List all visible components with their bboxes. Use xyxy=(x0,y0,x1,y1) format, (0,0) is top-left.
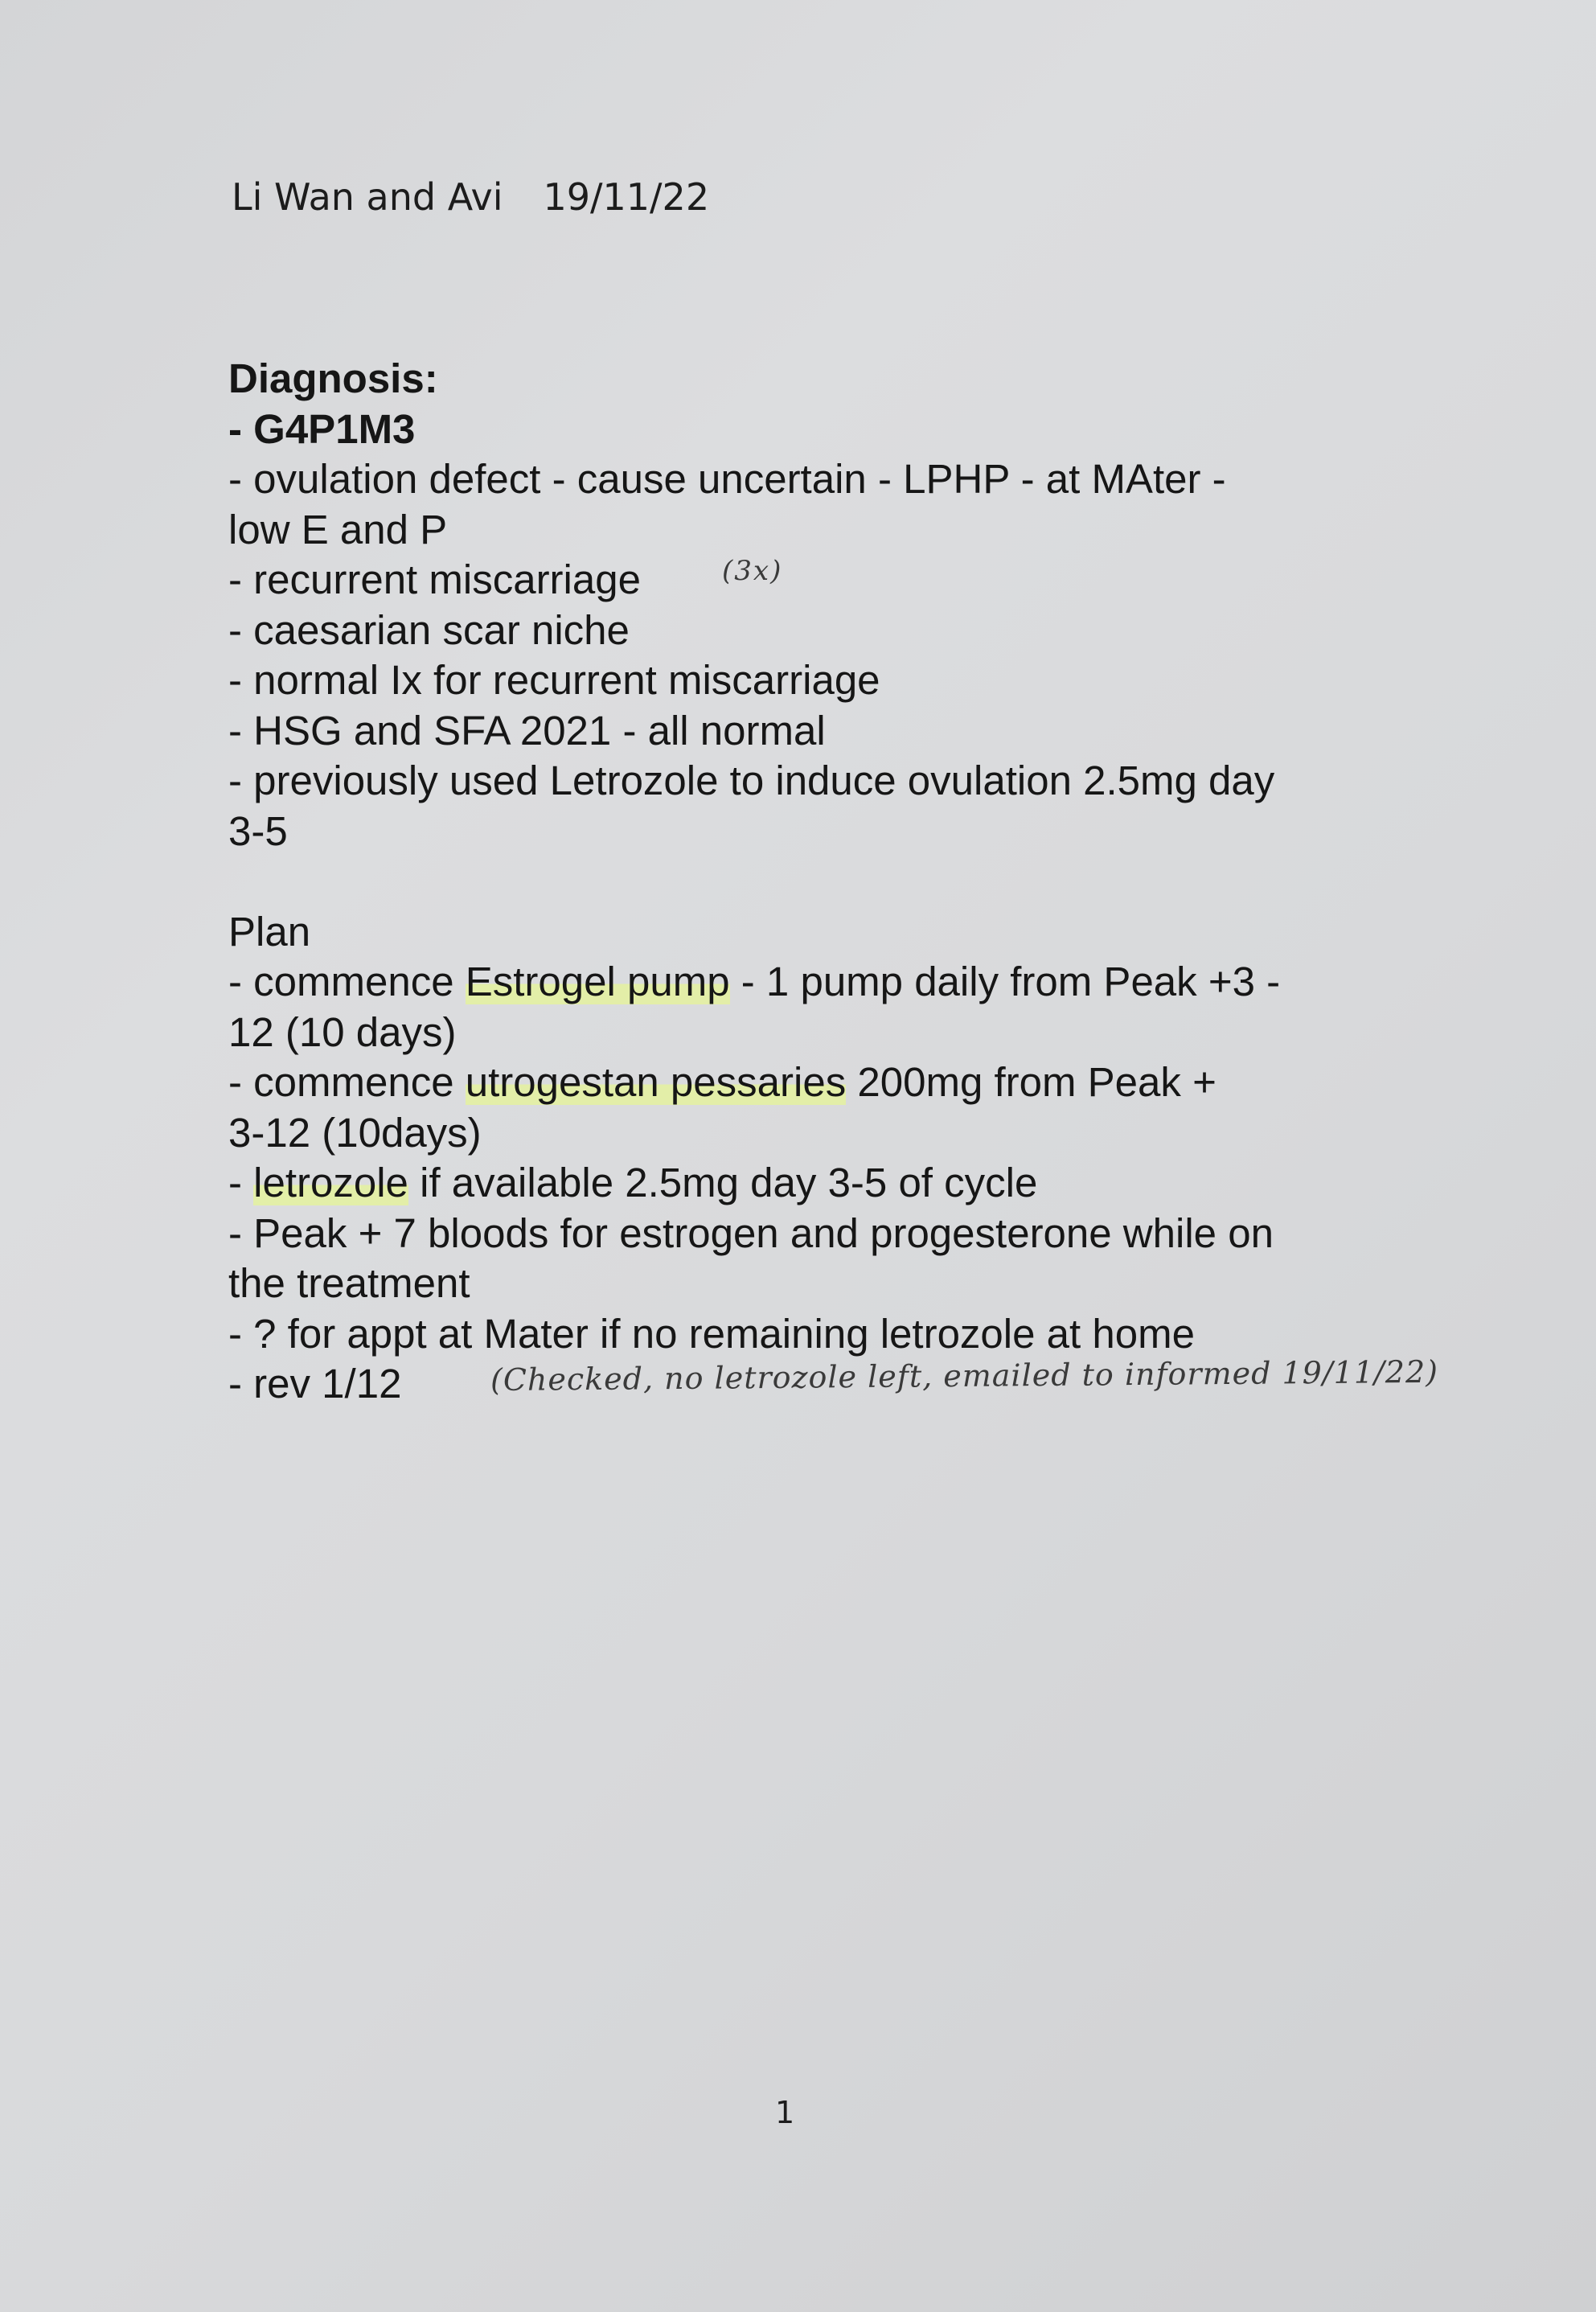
plan-text: - xyxy=(228,1160,254,1205)
diagnosis-line: - recurrent miscarriage xyxy=(228,556,641,602)
clinical-notes xyxy=(228,354,1394,1410)
diagnosis-line: - caesarian scar niche xyxy=(228,606,630,653)
plan-line xyxy=(228,1158,1394,1209)
handwritten-miscarriage-count: (3x) xyxy=(722,555,783,587)
page-number: 1 xyxy=(775,2095,795,2130)
diagnosis-line: - G4P1M3 xyxy=(228,405,416,452)
plan-text: - 1 pump daily from Peak +3 - xyxy=(729,959,1281,1004)
plan-text: 200mg from Peak + xyxy=(846,1059,1216,1105)
plan-line: - rev 1/12 xyxy=(228,1361,402,1407)
plan-line: - Peak + 7 bloods for estrogen and progesterone while on xyxy=(228,1209,1274,1256)
header-date: 19/11/22 xyxy=(543,175,710,219)
plan-text: - commence xyxy=(228,1059,466,1105)
plan-heading: Plan xyxy=(228,908,311,955)
diagnosis-line: 3-5 xyxy=(228,807,288,854)
section-spacer xyxy=(228,856,1394,907)
patient-names: Li Wan and Avi xyxy=(232,175,503,219)
diagnosis-heading: Diagnosis: xyxy=(228,355,438,401)
handwritten-followup-note: (Checked, no letrozole left, emailed to informed 19/11/22) xyxy=(490,1353,1439,1398)
diagnosis-line: - normal Ix for recurrent miscarriage xyxy=(228,657,880,703)
diagnosis-line: low E and P xyxy=(228,506,448,552)
highlighted-text: letrozole xyxy=(253,1160,408,1205)
plan-text: if available 2.5mg day 3-5 of cycle xyxy=(408,1160,1038,1205)
plan-line xyxy=(228,957,1394,1008)
highlighted-text: Estrogel pump xyxy=(465,959,730,1004)
plan-line: - ? for appt at Mater if no remaining letrozole at home xyxy=(228,1310,1195,1357)
diagnosis-line: - ovulation defect - cause uncertain - LPHP - at MAter - xyxy=(228,456,1226,502)
document-header xyxy=(232,175,709,219)
diagnosis-line: - HSG and SFA 2021 - all normal xyxy=(228,707,826,754)
plan-line: 12 (10 days) xyxy=(228,1008,457,1055)
diagnosis-line: - previously used Letrozole to induce ovulation 2.5mg day xyxy=(228,758,1275,803)
plan-line xyxy=(228,1057,1394,1108)
highlighted-text: utrogestan pessaries xyxy=(465,1059,847,1105)
plan-line: 3-12 (10days) xyxy=(228,1109,482,1156)
plan-text: - commence xyxy=(228,959,466,1004)
plan-line: the treatment xyxy=(228,1260,470,1306)
